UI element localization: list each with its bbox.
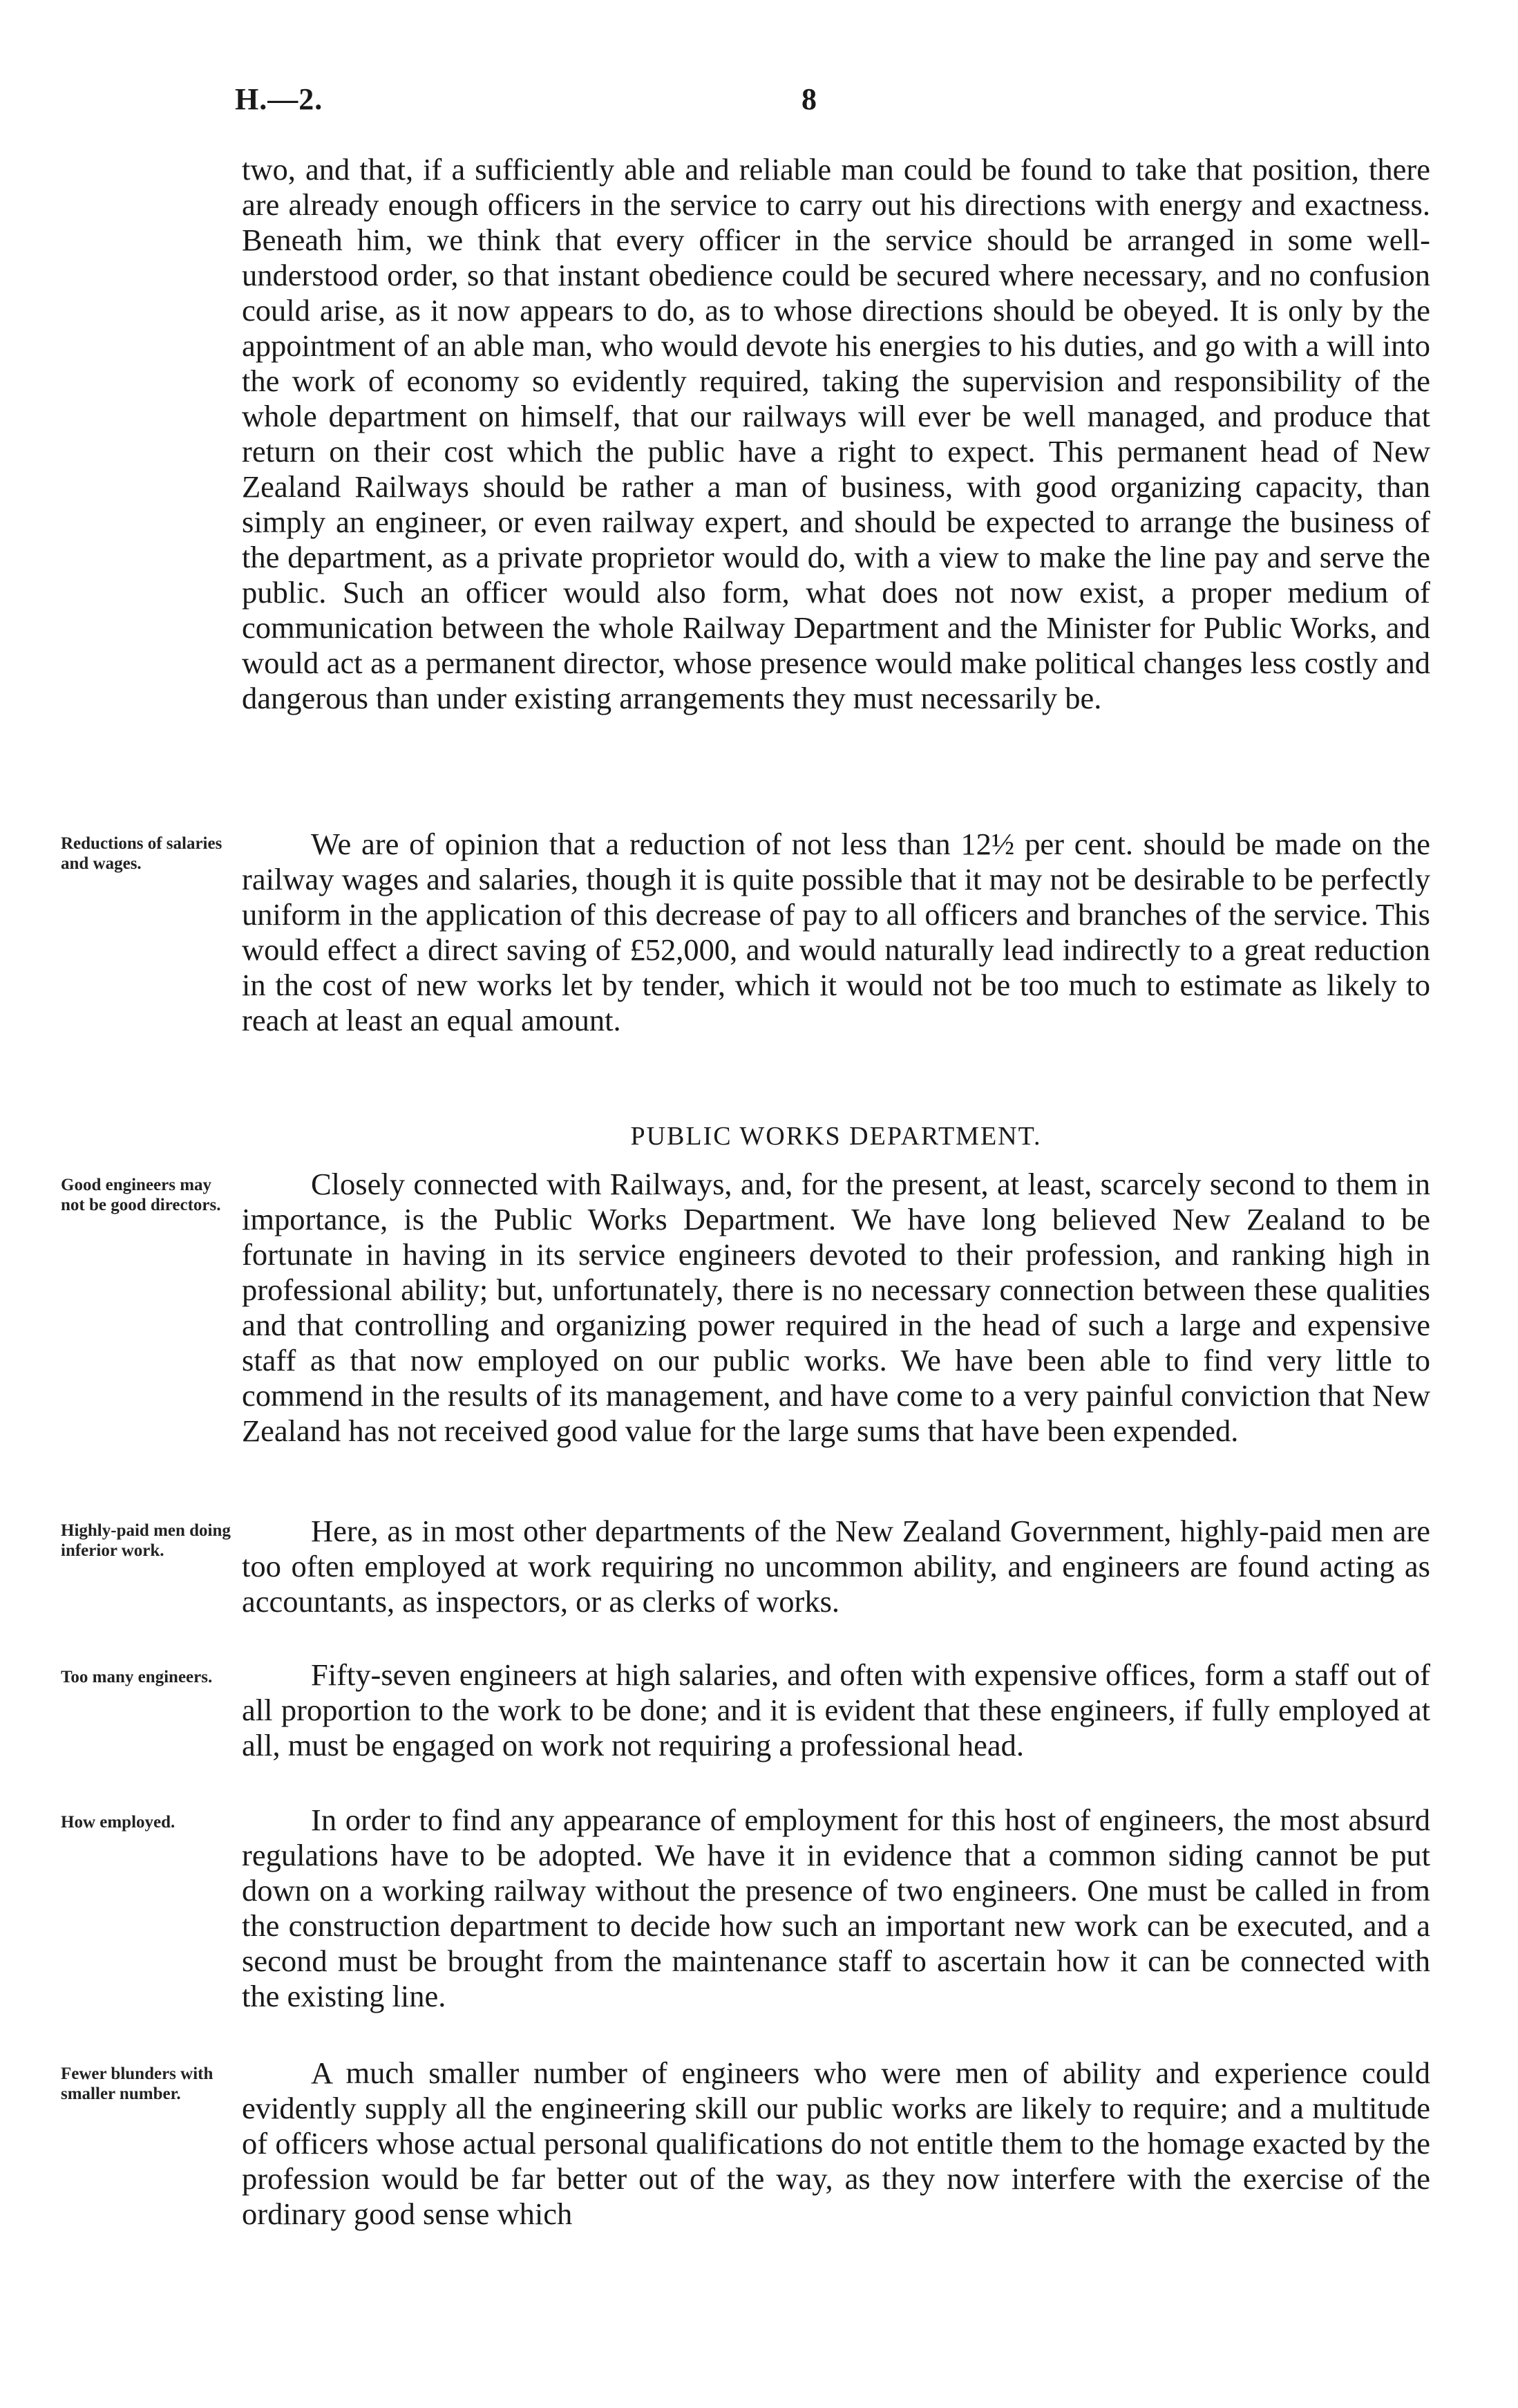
margin-note-highly-paid: Highly-paid men doing inferior work. xyxy=(61,1521,231,1560)
paragraph-too-many: Fifty-seven engineers at high salaries, and often with expensive offices, form a staff out of all proportion to the work to be done; and it is evident that these engineers, if fully employed at all, must be engaged on work not requiring a professional head. xyxy=(242,1657,1430,1762)
page-number: 8 xyxy=(801,82,817,116)
margin-note-fewer-blunders: Fewer blunders with smaller number. xyxy=(61,2064,214,2103)
paragraph-continuation: two, and that, if a sufficiently able and reliable man could be found to take that position, there are already enough officers in the service to carry out his directions with energy and exactness. Beneath him, we think that every officer in the service should be arranged in some well-understood order, so that instant obedience could be secured where necessary, and no confusion could arise, as it now appears to do, as to whose directions should be obeyed. It is only by the appointment of an able man, who would devote his energies to his duties, and go with a will into the work of economy so evidently required, taking the supervision and responsibility of the whole department on himself, that our railways will ever be well managed, and produce that return on their cost which the public have a right to expect. This permanent head of New Zealand Railways should be rather a man of business, with good organizing capacity, than simply an engineer, or even railway expert, and should be expected to arrange the business of the department, as a private proprietor would do, with a view to make the line pay and serve the public. Such an officer would also form, what does not now exist, a proper medium of communication between the whole Railway Department and the Minister for Public Works, and would act as a permanent director, whose presence would make political changes less costly and dangerous than under existing arrangements they must necessarily be. xyxy=(242,152,1430,715)
paragraph-highly-paid: Here, as in most other departments of the New Zealand Government, highly-paid men are too often employed at work requiring no uncommon ability, and engineers are found acting as accountants, as inspectors, or as clerks of works. xyxy=(242,1514,1430,1619)
page-reference: H.—2. xyxy=(235,82,323,116)
paragraph-reductions: We are of opinion that a reduction of not less than 12½ per cent. should be made on the railway wages and salaries, though it is quite possible that it may not be desirable to be perfectly uniform in the application of this decrease of pay to all officers and branches of the service. This would effect a direct saving of £52,000, and would naturally lead indirectly to a great reduction in the cost of new works let by tender, which it would not be too much to estimate as likely to reach at least an equal amount. xyxy=(242,827,1430,1037)
margin-note-reductions: Reductions of salaries and wages. xyxy=(61,834,222,873)
paragraph-how-employed: In order to find any appearance of employment for this host of engineers, the most absurd regulations have to be adopted. We have it in evidence that a common siding cannot be put down on a working railway without the presence of two engineers. One must be called in from the construction department to decide how such an important new work can be executed, and a second must be brought from the maintenance staff to ascertain how it can be connected with the existing line. xyxy=(242,1803,1430,2013)
page-header xyxy=(0,82,1518,123)
paragraph-fewer-blunders: A much smaller number of engineers who were men of ability and experience could evidently supply all the engineering skill our public works are likely to require; and a multitude of officers whose actual personal qualifications do not entitle them to the homage exacted by the profession would be far better out of the way, as they now interfere with the exercise of the ordinary good sense which xyxy=(242,2056,1430,2231)
section-heading: PUBLIC WORKS DEPARTMENT. xyxy=(630,1122,1042,1151)
margin-note-too-many: Too many engineers. xyxy=(61,1668,213,1686)
margin-note-good-engineers: Good engineers may not be good directors. xyxy=(61,1176,221,1214)
paragraph-public-works: Closely connected with Railways, and, for the present, at least, scarcely second to them in importance, is the Public Works Department. We have long believed New Zealand to be fortunate in having in its service engineers devoted to their profession, and ranking high in professional ability; but, unfortunately, there is no necessary connection between these qualities and that controlling and organizing power required in the head of such a large and expensive staff as that now employed on our public works. We have been able to find very little to commend in the results of its management, and have come to a very painful conviction that New Zealand has not received good value for the large sums that have been expended. xyxy=(242,1167,1430,1448)
margin-note-how-employed: How employed. xyxy=(61,1813,175,1832)
